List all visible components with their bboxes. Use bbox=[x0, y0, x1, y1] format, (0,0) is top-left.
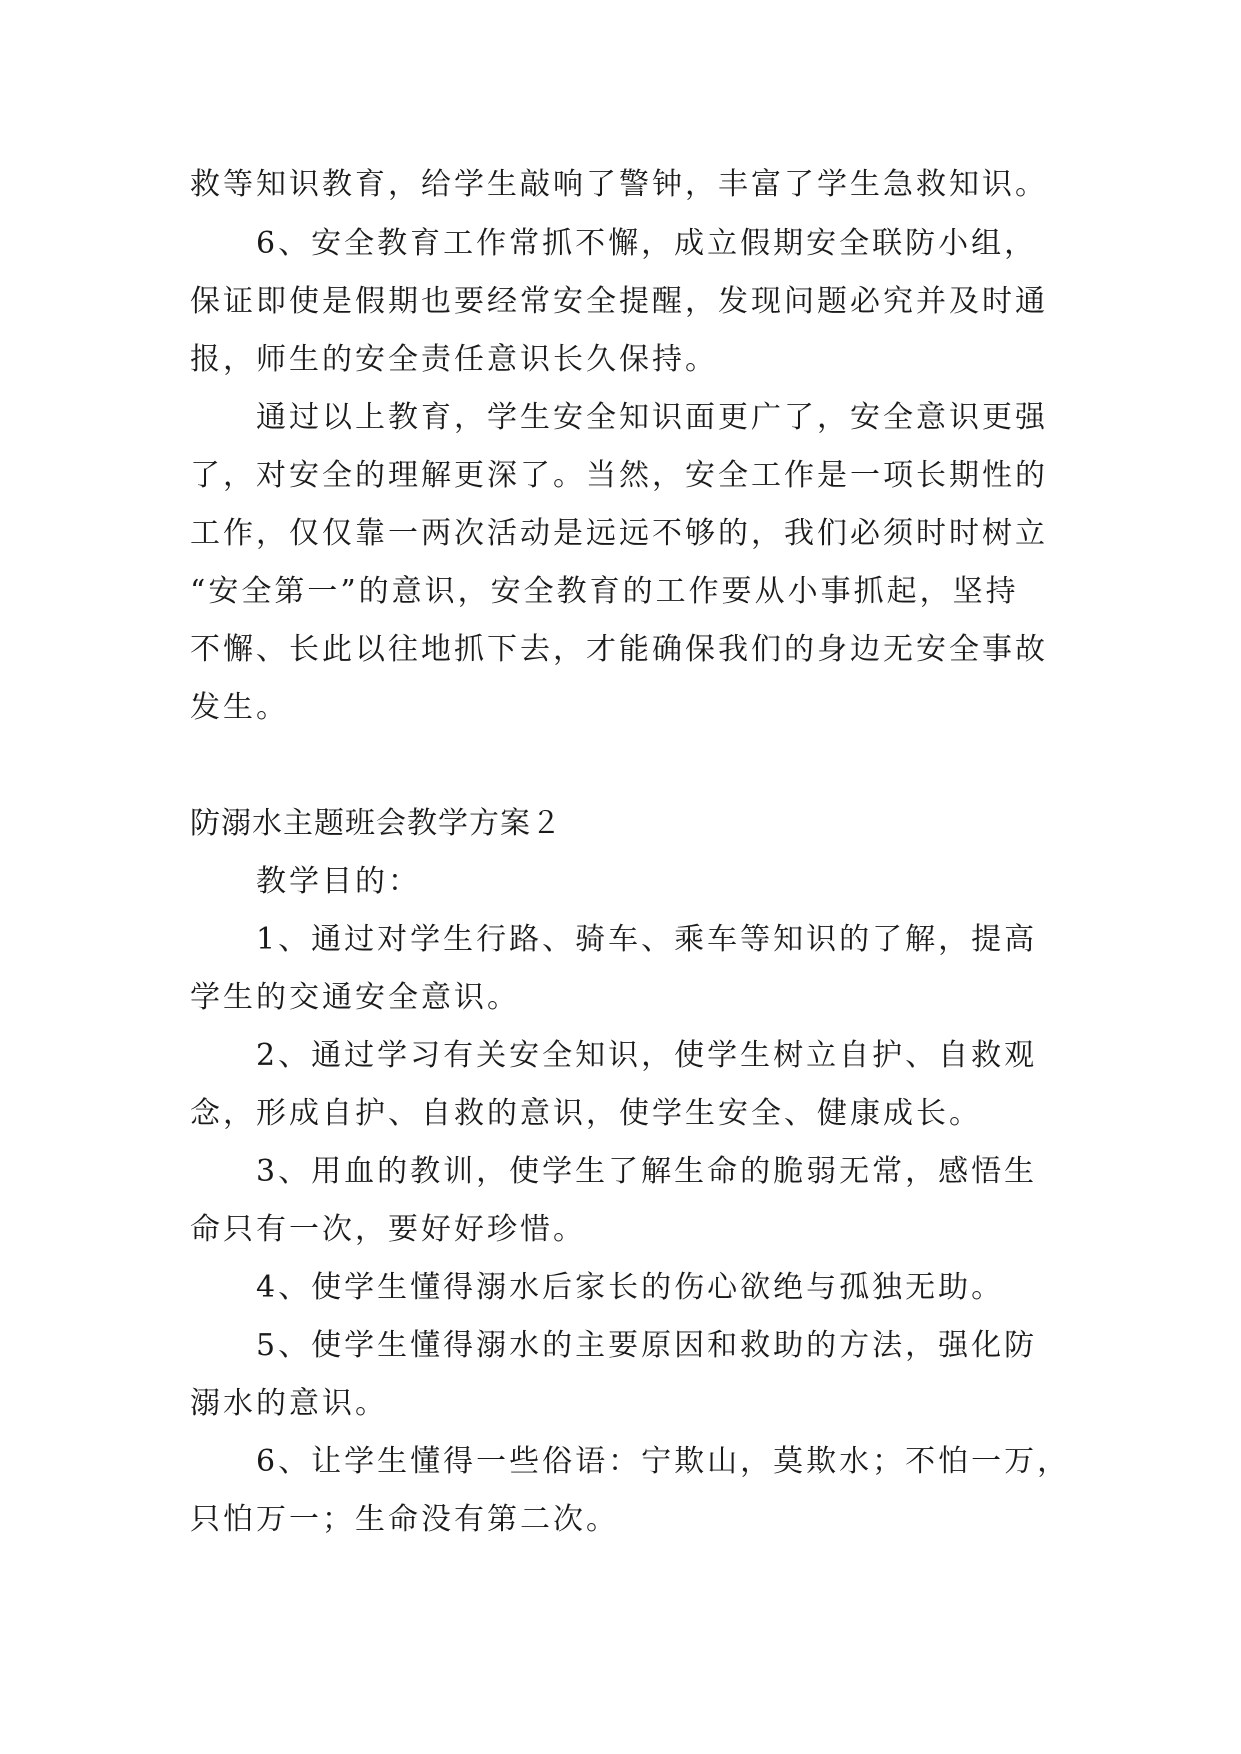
text-line: 通过以上教育，学生安全知识面更广了，安全意识更强 bbox=[256, 400, 1048, 435]
text-line: 只怕万一；生命没有第二次。 bbox=[190, 1502, 619, 1537]
text-line: 发生。 bbox=[190, 690, 289, 725]
text-line: 6、安全教育工作常抓不懈，成立假期安全联防小组， bbox=[256, 226, 1038, 261]
text-line: 2、通过学习有关安全知识，使学生树立自护、自救观 bbox=[256, 1038, 1038, 1073]
text-line: 报，师生的安全责任意识长久保持。 bbox=[190, 342, 718, 377]
text-line: 溺水的意识。 bbox=[190, 1386, 388, 1421]
text-line: 教学目的： bbox=[256, 864, 421, 899]
text-line: 1、通过对学生行路、骑车、乘车等知识的了解，提高 bbox=[256, 922, 1038, 957]
text-line: 念，形成自护、自救的意识，使学生安全、健康成长。 bbox=[190, 1096, 982, 1131]
text-line: 不懈、长此以往地抓下去，才能确保我们的身边无安全事故 bbox=[190, 632, 1048, 667]
text-line: 工作，仅仅靠一两次活动是远远不够的，我们必须时时树立 bbox=[190, 516, 1048, 551]
section-heading: 防溺水主题班会教学方案２ bbox=[190, 806, 562, 841]
text-line: 保证即使是假期也要经常安全提醒，发现问题必究并及时通 bbox=[190, 284, 1048, 319]
text-line: 救等知识教育，给学生敲响了警钟，丰富了学生急救知识。 bbox=[190, 167, 1048, 202]
text-line: 4、使学生懂得溺水后家长的伤心欲绝与孤独无助。 bbox=[256, 1270, 1005, 1305]
text-line: 命只有一次，要好好珍惜。 bbox=[190, 1212, 586, 1247]
text-line: 3、用血的教训，使学生了解生命的脆弱无常，感悟生 bbox=[256, 1154, 1038, 1189]
text-line: 了，对安全的理解更深了。当然，安全工作是一项长期性的 bbox=[190, 458, 1048, 493]
text-line: 学生的交通安全意识。 bbox=[190, 980, 520, 1015]
text-line: 6、让学生懂得一些俗语：宁欺山，莫欺水；不怕一万， bbox=[256, 1444, 1071, 1479]
text-line: 5、使学生懂得溺水的主要原因和救助的方法，强化防 bbox=[256, 1328, 1038, 1363]
text-line: “安全第一”的意识，安全教育的工作要从小事抓起，坚持 bbox=[190, 574, 1019, 609]
